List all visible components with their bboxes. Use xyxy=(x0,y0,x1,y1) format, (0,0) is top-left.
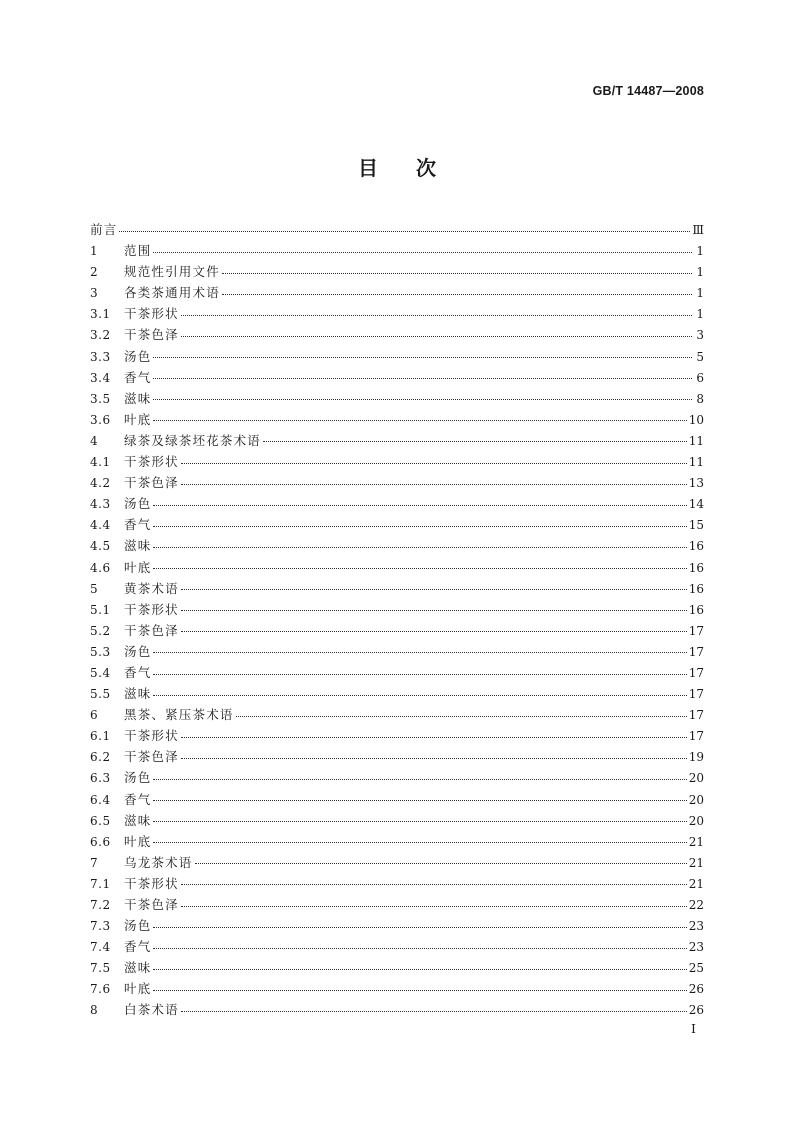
toc-entry-page: 26 xyxy=(688,1003,704,1018)
toc-leader-dots xyxy=(181,473,687,485)
toc-entry-page: 10 xyxy=(688,412,704,427)
toc-entry-number: 4.4 xyxy=(90,518,111,533)
toc-entry-label: 汤色 xyxy=(124,643,152,659)
toc-entry-label: 乌龙茶术语 xyxy=(124,854,193,870)
toc-entry-page: 17 xyxy=(688,687,704,702)
toc-entry[interactable] xyxy=(90,535,704,556)
toc-entry-number: 3.1 xyxy=(90,307,111,322)
toc-entry[interactable] xyxy=(90,324,704,345)
toc-entry-label: 干茶色泽 xyxy=(124,327,179,343)
toc-entry-page: 16 xyxy=(688,602,704,617)
toc-entry-number: 3.5 xyxy=(90,391,111,406)
toc-entry[interactable] xyxy=(90,514,704,535)
toc-entry-number: 5 xyxy=(90,581,99,596)
toc-entry-page: 21 xyxy=(688,876,704,891)
toc-entry-page: 15 xyxy=(688,518,704,533)
toc-entry-label: 滋味 xyxy=(124,390,152,406)
page-title: 目次 xyxy=(358,156,474,180)
toc-leader-dots xyxy=(181,325,692,337)
toc-leader-dots xyxy=(153,346,692,358)
toc-entry-number: 7.3 xyxy=(90,919,111,934)
toc-entry-page: 8 xyxy=(696,391,704,406)
toc-entry-number: 6.2 xyxy=(90,750,111,765)
toc-entry-page: 21 xyxy=(688,855,704,870)
toc-entry-label: 汤色 xyxy=(124,770,152,786)
toc-entry-number: 7.5 xyxy=(90,961,111,976)
toc-leader-dots xyxy=(263,430,687,442)
standard-code: GB/T 14487—2008 xyxy=(592,84,704,98)
toc-leader-dots xyxy=(153,557,686,569)
toc-entry-label: 干茶形状 xyxy=(124,728,179,744)
toc-entry[interactable] xyxy=(90,662,704,683)
toc-entry-number: 7.2 xyxy=(90,898,111,912)
toc-entry-page: 6 xyxy=(696,370,704,385)
toc-entry-page: 20 xyxy=(688,771,704,786)
toc-entry-number: 5.2 xyxy=(90,623,111,638)
toc-leader-dots xyxy=(222,262,692,274)
toc-entry-page: 26 xyxy=(688,982,704,997)
toc-entry-page: 17 xyxy=(688,729,704,744)
toc-entry[interactable] xyxy=(90,746,704,767)
toc-entry-label: 前言 xyxy=(90,222,118,237)
toc-leader-dots xyxy=(153,831,686,843)
toc-entry[interactable] xyxy=(90,683,704,704)
toc-entry-number: 6 xyxy=(90,708,99,723)
toc-entry-number: 3.2 xyxy=(90,328,111,343)
toc-entry[interactable] xyxy=(90,999,704,1020)
toc-entry[interactable] xyxy=(90,367,704,388)
toc-entry[interactable] xyxy=(90,493,704,514)
toc-entry-number: 6.6 xyxy=(90,834,111,849)
toc-entry-number: 3.6 xyxy=(90,412,111,427)
toc-entry[interactable] xyxy=(90,789,704,810)
toc-entry[interactable] xyxy=(90,641,704,662)
toc-leader-dots xyxy=(153,684,686,696)
toc-leader-dots xyxy=(153,494,686,506)
toc-entry[interactable] xyxy=(90,451,704,472)
toc-entry-number: 4.2 xyxy=(90,476,111,491)
toc-entry-label: 干茶色泽 xyxy=(124,749,179,765)
toc-entry-label: 范围 xyxy=(124,243,152,259)
toc-entry-label: 滋味 xyxy=(124,538,152,554)
toc-leader-dots xyxy=(181,895,687,907)
toc-entry-page: 17 xyxy=(688,708,704,723)
toc-entry[interactable] xyxy=(90,831,704,852)
toc-entry-label: 滋味 xyxy=(124,812,152,828)
toc-entry[interactable] xyxy=(90,620,704,641)
toc-entry-page: 1 xyxy=(696,265,704,280)
toc-leader-dots xyxy=(181,1000,687,1012)
toc-entry-page: 22 xyxy=(688,898,704,912)
toc-entry-label: 干茶形状 xyxy=(124,875,179,891)
toc-entry-label: 香气 xyxy=(124,791,152,807)
toc-leader-dots xyxy=(153,241,692,253)
toc-entry-page: 21 xyxy=(688,834,704,849)
toc-entry-number: 1 xyxy=(90,244,99,259)
toc-entry-page: 3 xyxy=(696,328,704,343)
toc-entry-label: 干茶形状 xyxy=(124,454,179,470)
toc-leader-dots xyxy=(181,599,687,611)
toc-leader-dots xyxy=(153,768,686,780)
toc-entry-label: 干茶色泽 xyxy=(124,475,179,491)
toc-entry-page: 1 xyxy=(696,307,704,322)
toc-leader-dots xyxy=(153,409,686,421)
toc-leader-dots xyxy=(153,641,686,653)
toc-entry[interactable] xyxy=(90,599,704,620)
toc-entry-label: 干茶形状 xyxy=(124,601,179,617)
toc-entry-page: 17 xyxy=(688,623,704,638)
toc-entry-page: 14 xyxy=(688,497,704,512)
toc-entry[interactable] xyxy=(90,557,704,578)
toc-entry-page: Ⅲ xyxy=(692,223,704,237)
toc-entry-number: 5.1 xyxy=(90,602,111,617)
toc-leader-dots xyxy=(153,979,686,991)
toc-entry-number: 6.1 xyxy=(90,729,111,744)
toc-entry-number: 7 xyxy=(90,855,99,870)
toc-entry-page: 16 xyxy=(688,581,704,596)
toc-entry-page: 5 xyxy=(696,349,704,364)
toc-entry-label: 滋味 xyxy=(124,960,152,976)
toc-entry-page: 25 xyxy=(688,961,704,976)
toc-leader-dots xyxy=(119,220,690,232)
toc-entry-number: 2 xyxy=(90,265,99,280)
toc-entry[interactable] xyxy=(90,430,704,451)
toc-leader-dots xyxy=(153,810,686,822)
toc-entry-page: 17 xyxy=(688,644,704,659)
toc-entry-label: 干茶色泽 xyxy=(124,897,179,912)
toc-entry[interactable] xyxy=(90,578,704,599)
toc-entry-label: 叶底 xyxy=(124,559,152,575)
toc-entry-label: 各类茶通用术语 xyxy=(124,285,220,301)
toc-entry-number: 6.5 xyxy=(90,813,111,828)
toc-entry-label: 黄茶术语 xyxy=(124,580,179,596)
toc-leader-dots xyxy=(153,789,686,801)
toc-leader-dots xyxy=(181,578,687,590)
toc-entry-label: 汤色 xyxy=(124,348,152,364)
toc-leader-dots xyxy=(153,388,692,400)
toc-entry[interactable] xyxy=(90,346,704,367)
toc-entry-page: 1 xyxy=(696,244,704,259)
toc-entry[interactable] xyxy=(90,282,704,303)
toc-entry-number: 3.4 xyxy=(90,370,111,385)
toc-entry-page: 16 xyxy=(688,539,704,554)
toc-entry-label: 叶底 xyxy=(124,411,152,427)
toc-entry-page: 16 xyxy=(688,560,704,575)
toc-leader-dots xyxy=(195,852,687,864)
toc-entry[interactable] xyxy=(90,852,704,873)
toc-entry-page: 20 xyxy=(688,813,704,828)
toc-entry-label: 香气 xyxy=(124,369,152,385)
toc-entry-number: 7.1 xyxy=(90,876,111,891)
toc-entry-number: 4.1 xyxy=(90,455,111,470)
toc-leader-dots xyxy=(181,620,687,632)
toc-entry-label: 汤色 xyxy=(124,918,152,934)
toc-entry-label: 黑茶、紧压茶术语 xyxy=(124,707,234,723)
toc-entry-number: 4 xyxy=(90,433,99,448)
toc-entry-number: 6.3 xyxy=(90,771,111,786)
toc-entry-label: 滋味 xyxy=(124,686,152,702)
toc-entry-number: 8 xyxy=(90,1003,99,1018)
toc-entry[interactable] xyxy=(90,957,704,978)
toc-entry-page: 13 xyxy=(688,476,704,491)
table-of-contents xyxy=(90,219,704,1021)
toc-entry-label: 白茶术语 xyxy=(124,1002,179,1018)
toc-entry[interactable] xyxy=(90,472,704,493)
toc-entry-label: 香气 xyxy=(124,939,152,955)
toc-leader-dots xyxy=(153,663,686,675)
toc-entry-page: 11 xyxy=(688,455,704,470)
toc-entry[interactable] xyxy=(90,873,704,894)
toc-leader-dots xyxy=(181,304,692,316)
toc-entry-page: 20 xyxy=(688,792,704,807)
toc-leader-dots xyxy=(153,958,686,970)
toc-entry-number: 3.3 xyxy=(90,349,111,364)
toc-entry-label: 香气 xyxy=(124,664,152,680)
toc-entry-number: 7.4 xyxy=(90,940,111,955)
toc-entry-number: 3 xyxy=(90,286,99,301)
toc-leader-dots xyxy=(181,747,687,759)
toc-leader-dots xyxy=(222,283,692,295)
toc-entry-label: 干茶形状 xyxy=(124,306,179,322)
toc-entry-label: 香气 xyxy=(124,517,152,533)
toc-entry[interactable] xyxy=(90,767,704,788)
toc-leader-dots xyxy=(181,726,687,738)
toc-leader-dots xyxy=(153,916,686,928)
toc-entry[interactable] xyxy=(90,704,704,725)
toc-entry-page: 11 xyxy=(688,433,704,448)
toc-entry-page: 19 xyxy=(688,750,704,765)
toc-entry[interactable] xyxy=(90,409,704,430)
toc-leader-dots xyxy=(153,515,686,527)
page-number: Ⅰ xyxy=(691,1021,696,1036)
toc-entry-number: 4.6 xyxy=(90,560,111,575)
toc-leader-dots xyxy=(181,873,687,885)
toc-entry-number: 4.5 xyxy=(90,539,111,554)
toc-entry-page: 17 xyxy=(688,665,704,680)
toc-entry[interactable] xyxy=(90,261,704,282)
toc-entry-number: 5.4 xyxy=(90,665,111,680)
toc-leader-dots xyxy=(181,452,687,464)
toc-entry-number: 5.5 xyxy=(90,687,111,702)
toc-entry-number: 5.3 xyxy=(90,644,111,659)
toc-entry-label: 叶底 xyxy=(124,981,152,997)
toc-entry-label: 叶底 xyxy=(124,833,152,849)
toc-leader-dots xyxy=(236,705,687,717)
toc-entry-page: 1 xyxy=(696,286,704,301)
toc-leader-dots xyxy=(153,536,686,548)
toc-entry[interactable] xyxy=(90,894,704,915)
toc-entry[interactable] xyxy=(90,219,704,240)
toc-entry-label: 绿茶及绿茶坯花茶术语 xyxy=(124,432,262,448)
toc-entry-page: 23 xyxy=(688,919,704,934)
toc-entry-label: 干茶色泽 xyxy=(124,622,179,638)
toc-entry[interactable] xyxy=(90,240,704,261)
toc-entry-label: 规范性引用文件 xyxy=(124,264,220,280)
toc-leader-dots xyxy=(153,367,692,379)
toc-entry-page: 23 xyxy=(688,940,704,955)
toc-entry-label: 汤色 xyxy=(124,496,152,512)
toc-entry[interactable] xyxy=(90,978,704,999)
toc-entry[interactable] xyxy=(90,810,704,831)
toc-entry[interactable] xyxy=(90,303,704,324)
toc-entry[interactable] xyxy=(90,936,704,957)
toc-entry[interactable] xyxy=(90,388,704,409)
toc-leader-dots xyxy=(153,937,686,949)
toc-entry-number: 4.3 xyxy=(90,497,111,512)
toc-entry[interactable] xyxy=(90,915,704,936)
toc-entry-number: 7.6 xyxy=(90,982,111,997)
toc-entry-number: 6.4 xyxy=(90,792,111,807)
toc-entry[interactable] xyxy=(90,725,704,746)
